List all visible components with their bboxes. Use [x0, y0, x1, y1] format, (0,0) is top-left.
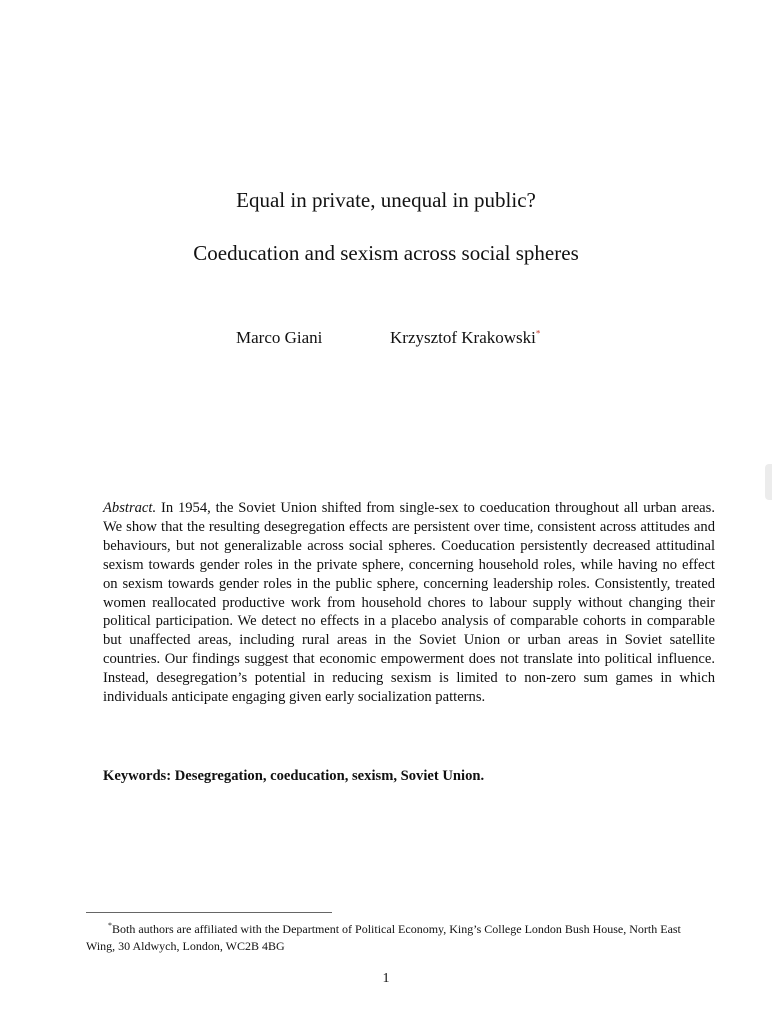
author-name [236, 328, 322, 348]
abstract-text: In 1954, the Soviet Union shifted from single-sex to coeducation throughout all urban areas. We show that the resulting desegregation effects are persistent over time, consistent across attitudes and behaviours, but not generalizable across social spheres. Coeducation persistently decreased attitudinal sexism towards gender roles in the private sphere, concerning household roles, while having no effect on sexism towards gender roles in the public sphere, concerning leadership roles. Consistently, treated women reallocated productive work from household chores to labour supply without changing their political participation. We detect no effects in a placebo analysis of comparable cohorts in comparable but unaffected areas, including rural areas in the Soviet Union or urban areas in Soviet satellite countries. Our findings suggest that economic empowerment does not translate into political influence. Instead, desegregation’s potential in reducing sexism is limited to non-zero sum games in which individuals anticipate engaging given early socialization patterns. [103, 500, 715, 706]
footnote-marker[interactable]: * [535, 328, 541, 339]
author-name-text: Marco Giani [236, 328, 323, 347]
paper-subtitle: Coeducation and sexism across social spheres [193, 241, 579, 265]
keywords: Keywords: Desegregation, coeducation, sexism, Soviet Union. [103, 768, 485, 784]
author-name-text: Krzysztof Krakowski [390, 328, 536, 347]
page-number: 1 [382, 971, 390, 986]
abstract [103, 499, 715, 707]
footnote-divider [86, 912, 332, 913]
footnote-mark: * [108, 921, 112, 930]
scroll-handle[interactable] [765, 464, 772, 500]
paper-title: Equal in private, unequal in public? [236, 188, 536, 212]
footnote-text: Both authors are affiliated with the Department of Political Economy, King’s College London Bush House, North East Wing, 30 Aldwych, London, WC2B 4BG [86, 922, 681, 953]
footnote [86, 917, 706, 955]
abstract-label: Abstract. [103, 500, 157, 516]
author-name [390, 328, 540, 348]
